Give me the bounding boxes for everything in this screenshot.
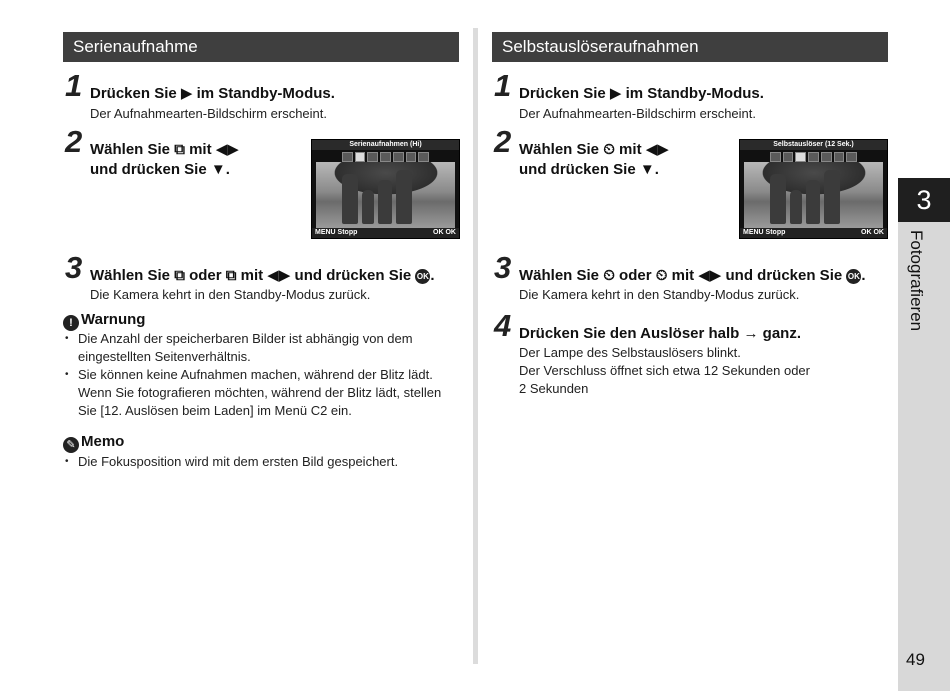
list-item: • Sie können keine Aufnahmen machen, während der Blitz lädt. Wenn Sie fotografieren möchten, während der Blitz lädt, stellen Sie [12. Auslösen beim Laden] im Menü C2 ein. <box>63 366 459 420</box>
list-item: • Die Fokusposition wird mit dem ersten Bild gespeichert. <box>63 453 459 471</box>
step-3 <box>63 252 459 302</box>
step-3 <box>492 252 888 302</box>
memo-list <box>63 453 459 471</box>
chapter-title: Fotografieren <box>907 230 926 332</box>
step-description: Die Kamera kehrt in den Standby-Modus zurück. <box>90 287 371 302</box>
memo-heading: ✎ Memo <box>63 432 124 453</box>
screen-bottom-bar: MENU Stopp OK OK <box>740 228 887 238</box>
continuous-high-icon: ⧉ <box>174 267 185 284</box>
list-item: • Die Anzahl der speicherbaren Bilder ist abhängig von dem eingestellten Seitenverhältnis. <box>63 330 459 366</box>
warning-icon: ! <box>63 315 79 331</box>
step-description: Der Verschluss öffnet sich etwa 12 Sekunden oder <box>519 363 810 378</box>
step-description: Die Kamera kehrt in den Standby-Modus zurück. <box>519 287 800 302</box>
drive-mode-icons <box>342 152 429 162</box>
play-icon: ▶ <box>609 85 622 102</box>
step-title: Wählen Sie ⧉ oder ⧉ mit ◀▶ und drücken Sie OK . <box>90 267 435 284</box>
step-title: Wählen Sie ⧉ mit ◀▶ <box>90 141 239 158</box>
family-photo <box>316 162 455 228</box>
step-title: Drücken Sie ▶ im Standby-Modus. <box>519 85 764 102</box>
chapter-side-tab <box>898 178 950 691</box>
memo-icon: ✎ <box>63 437 79 453</box>
step-number: 3 <box>65 250 83 285</box>
step-number: 2 <box>65 124 83 159</box>
step-title: Drücken Sie ▶ im Standby-Modus. <box>90 85 335 102</box>
step-4 <box>492 310 888 400</box>
step-2 <box>492 126 732 186</box>
family-photo <box>744 162 883 228</box>
step-title: Wählen Sie ⏲ oder ⏲ mit ◀▶ und drücken Sie OK . <box>519 267 866 284</box>
step-1 <box>63 70 459 120</box>
step-number: 1 <box>65 68 83 103</box>
chapter-number: 3 <box>898 178 950 222</box>
ok-button-icon: OK <box>415 269 430 284</box>
step-1 <box>492 70 888 120</box>
step-2 <box>63 126 303 186</box>
step-description: Der Lampe des Selbstauslösers blinkt. <box>519 345 741 360</box>
step-number: 1 <box>494 68 512 103</box>
self-timer-2s-icon: ⏲ <box>655 267 668 284</box>
ok-button-icon: OK <box>846 269 861 284</box>
page-number: 49 <box>906 650 925 669</box>
step-description: 2 Sekunden <box>519 381 589 396</box>
step-number: 3 <box>494 250 512 285</box>
screen-bottom-bar: MENU Stopp OK OK <box>312 228 459 238</box>
warning-list <box>63 330 459 420</box>
step-title-line2: und drücken Sie ▼. <box>90 161 230 178</box>
step-description: Der Aufnahmearten-Bildschirm erscheint. <box>519 106 756 121</box>
play-icon: ▶ <box>180 85 193 102</box>
step-title: Drücken Sie den Auslöser halb → ganz. <box>519 325 802 342</box>
continuous-shooting-icon: ⧉ <box>174 141 185 158</box>
section-header-selbstausloeser: Selbstauslöseraufnahmen <box>492 32 888 62</box>
continuous-low-icon: ⧉ <box>225 267 237 284</box>
self-timer-icon: ⏲ <box>603 141 615 158</box>
right-column <box>492 32 888 662</box>
section-header-serienaufnahme: Serienaufnahme <box>63 32 459 62</box>
step-description: Der Aufnahmearten-Bildschirm erscheint. <box>90 106 327 121</box>
camera-screen-continuous <box>311 139 460 239</box>
step-title-line2: und drücken Sie ▼. <box>519 161 659 178</box>
warning-heading: ! Warnung <box>63 310 145 331</box>
step-title: Wählen Sie ⏲ mit ◀▶ <box>519 141 669 158</box>
camera-screen-self-timer <box>739 139 888 239</box>
self-timer-12s-icon: ⏲ <box>603 267 615 284</box>
column-divider <box>473 28 478 664</box>
drive-mode-icons <box>770 152 857 162</box>
step-number: 4 <box>494 308 512 343</box>
step-number: 2 <box>494 124 512 159</box>
screen-title: Selbstauslöser (12 Sek.) <box>740 140 887 150</box>
screen-title: Serienaufnahmen (Hi) <box>312 140 459 150</box>
left-column <box>63 32 459 662</box>
